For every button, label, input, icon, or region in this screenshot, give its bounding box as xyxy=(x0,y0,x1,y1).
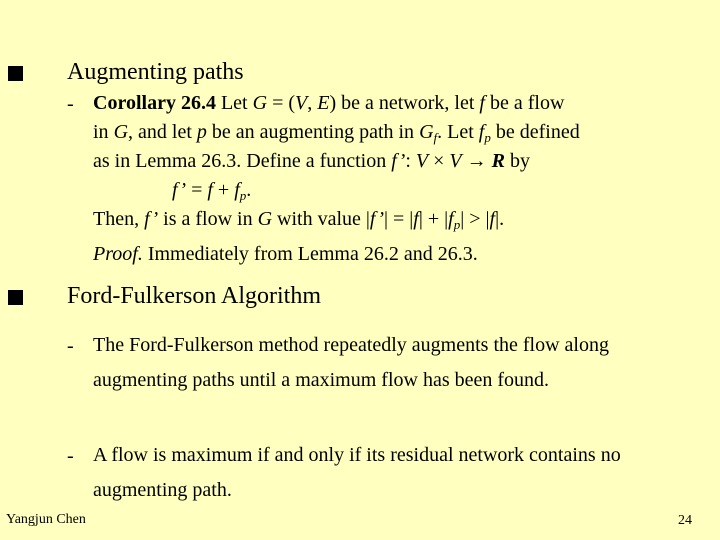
heading-augmenting-paths: Augmenting paths xyxy=(67,59,244,85)
ff-point-1: The Ford-Fulkerson method repeatedly augments the flow along augmenting paths until a maximum flow has been found. xyxy=(93,334,609,391)
page-number: 24 xyxy=(678,513,692,528)
text: = ( xyxy=(267,92,296,114)
var-f: f xyxy=(234,179,240,201)
times-symbol: × xyxy=(428,150,450,172)
text: , and let xyxy=(128,121,197,143)
text: with value | xyxy=(272,208,370,230)
text: : xyxy=(405,150,416,172)
corollary-line-3 xyxy=(93,147,530,176)
dash-bullet: - xyxy=(67,335,74,357)
subscript-f: f xyxy=(433,130,438,145)
dash-bullet: - xyxy=(67,93,74,115)
corollary-line-1 xyxy=(93,89,564,118)
var-E: E xyxy=(317,92,330,114)
var-V: V xyxy=(415,150,429,172)
text: as in Lemma 26.3. Define a function xyxy=(93,150,392,172)
proof-line xyxy=(93,240,478,269)
square-bullet-icon xyxy=(8,66,23,81)
heading-ford-fulkerson: Ford-Fulkerson Algorithm xyxy=(67,283,322,309)
var-f-prime: f’ xyxy=(369,208,384,230)
text: Then, xyxy=(93,208,145,230)
subscript-p: p xyxy=(453,217,461,232)
text: be defined xyxy=(490,121,580,143)
var-G: G xyxy=(257,208,273,230)
text: Let xyxy=(215,92,253,114)
text: . Let xyxy=(437,121,479,143)
var-f: f xyxy=(489,208,496,230)
text: in xyxy=(93,121,114,143)
var-f: f xyxy=(478,121,485,143)
text: | > | xyxy=(460,208,490,230)
var-V: V xyxy=(449,150,462,172)
proof-label: Proof. xyxy=(93,243,143,265)
text: | = | xyxy=(383,208,414,230)
var-G: G xyxy=(113,121,129,143)
text: be an augmenting path in xyxy=(206,121,420,143)
var-f: f xyxy=(448,208,454,230)
proof-text: Immediately from Lemma 26.2 and 26.3. xyxy=(142,243,478,265)
square-bullet-icon xyxy=(8,290,23,305)
corollary-label: Corollary 26.4 xyxy=(93,92,216,114)
var-G: G xyxy=(252,92,268,114)
arrow-symbol: → xyxy=(461,150,492,172)
text: be a flow xyxy=(484,92,565,114)
dash-bullet: - xyxy=(67,445,74,467)
subscript-p: p xyxy=(239,188,247,203)
text: by xyxy=(504,150,530,172)
text: is a flow in xyxy=(158,208,258,230)
corollary-line-5 xyxy=(93,205,504,234)
var-f-prime: f’ xyxy=(144,208,159,230)
var-V: V xyxy=(295,92,308,114)
text: |. xyxy=(495,208,505,230)
var-p: p xyxy=(196,121,207,143)
text: ) be a network, let xyxy=(329,92,480,114)
var-f: f xyxy=(207,179,213,201)
corollary-line-2 xyxy=(93,118,580,147)
var-R: R xyxy=(491,150,505,172)
text: | + | xyxy=(418,208,449,230)
text: . xyxy=(246,179,252,201)
var-f-prime: f’ xyxy=(172,179,187,201)
ff-point-2: A flow is maximum if and only if its residual network contains no augmenting path. xyxy=(93,444,621,501)
var-f-prime: f’ xyxy=(391,150,406,172)
text: + xyxy=(212,179,235,201)
footer-author: Yangjun Chen xyxy=(6,512,86,527)
corollary-line-4 xyxy=(172,176,251,205)
subscript-p: p xyxy=(484,130,491,145)
text: = xyxy=(186,179,208,201)
var-f: f xyxy=(479,92,485,114)
text: , xyxy=(307,92,318,114)
var-G: G xyxy=(419,121,434,143)
var-f: f xyxy=(413,208,419,230)
